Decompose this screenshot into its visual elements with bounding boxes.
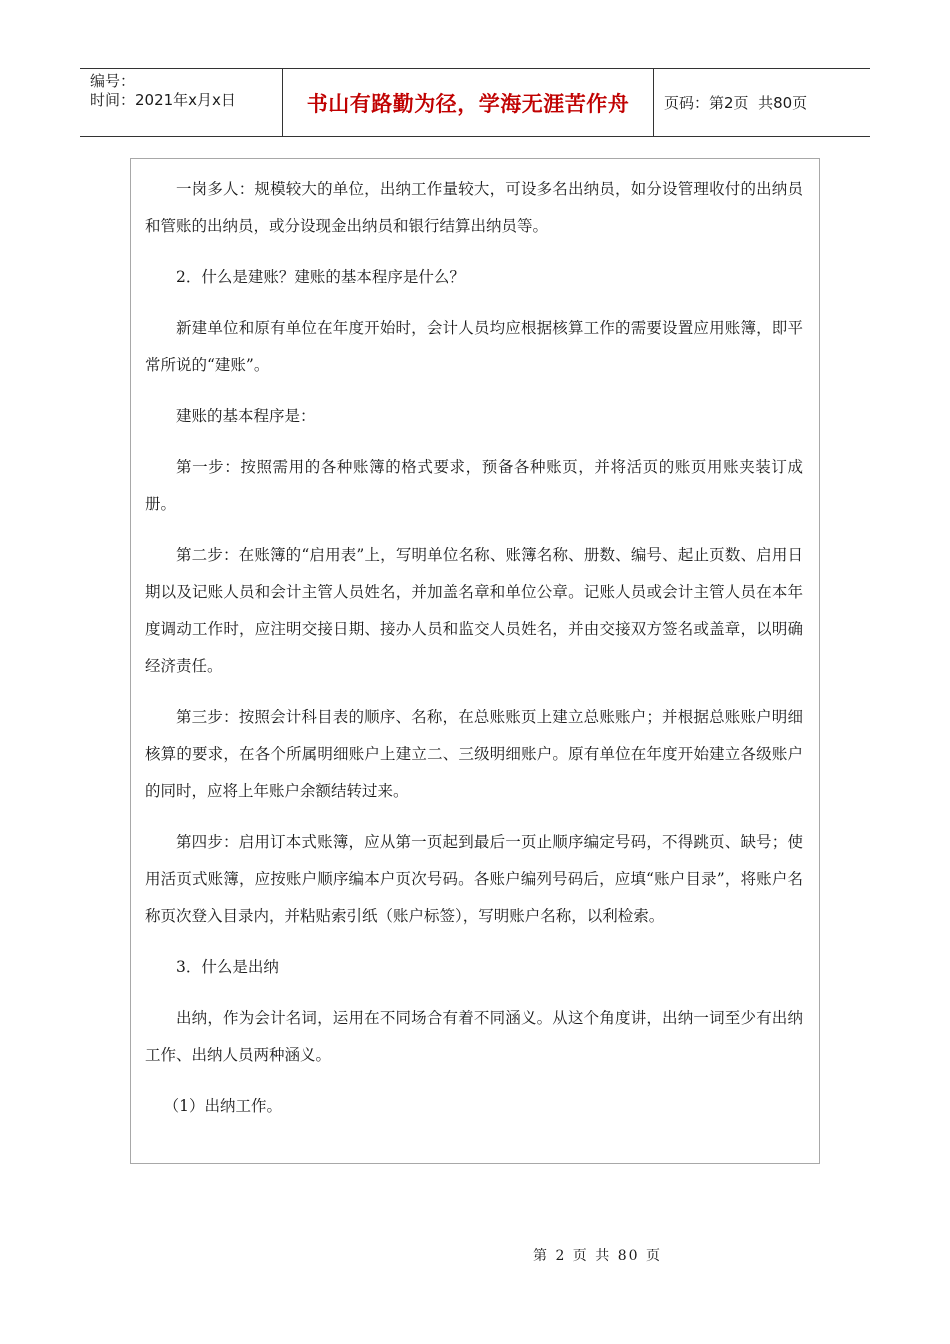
header-motto: 书山有路勤为径，学海无涯苦作舟	[282, 69, 654, 136]
document-time: 时间：2021年x月x日	[90, 91, 236, 109]
page-info-text: 页码：第2页 共80页	[664, 94, 808, 112]
document-number-label: 编号：	[90, 72, 136, 90]
document-body	[130, 158, 820, 1164]
sub-heading: （1）出纳工作。	[163, 1097, 282, 1115]
paragraph: 第三步：按照会计科目表的顺序、名称，在总账账页上建立总账账户；并根据总账账户明细核算的要求，在各个所属明细账户上建立二、三级明细账户。原有单位在年度开始建立各级账户的同时，应将上年账户余额结转过来。	[145, 708, 803, 800]
section-heading: 3．什么是出纳	[176, 958, 279, 976]
page-header	[80, 68, 870, 137]
paragraph: 一岗多人：规模较大的单位，出纳工作量较大，可设多名出纳员，如分设管理收付的出纳员和管账的出纳员，或分设现金出纳员和银行结算出纳员等。	[145, 180, 803, 235]
header-meta	[80, 69, 282, 136]
paragraph: 第二步：在账簿的“启用表”上，写明单位名称、账簿名称、册数、编号、起止页数、启用日期以及记账人员和会计主管人员姓名，并加盖名章和单位公章。记账人员或会计主管人员在本年度调动工作时，应注明交接日期、接办人员和监交人员姓名，并由交接双方签名或盖章，以明确经济责任。	[145, 546, 803, 675]
footer-page-number: 第 2 页 共 80 页	[533, 1248, 662, 1264]
paragraph: 出纳，作为会计名词，运用在不同场合有着不同涵义。从这个角度讲，出纳一词至少有出纳工作、出纳人员两种涵义。	[145, 1009, 803, 1064]
section-heading: 2．什么是建账？建账的基本程序是什么？	[176, 268, 465, 286]
header-page-info	[654, 69, 870, 136]
paragraph: 建账的基本程序是：	[176, 407, 316, 425]
paragraph: 新建单位和原有单位在年度开始时，会计人员均应根据核算工作的需要设置应用账簿，即平常所说的“建账”。	[145, 319, 803, 374]
paragraph: 第一步：按照需用的各种账簿的格式要求，预备各种账页，并将活页的账页用账夹装订成册。	[145, 458, 803, 513]
paragraph: 第四步：启用订本式账簿，应从第一页起到最后一页止顺序编定号码，不得跳页、缺号；使用活页式账簿，应按账户顺序编本户页次号码。各账户编列号码后，应填“账户目录”，将账户名称页次登入目录内，并粘贴索引纸（账户标签），写明账户名称，以利检索。	[145, 833, 803, 925]
page-footer	[0, 1245, 950, 1265]
